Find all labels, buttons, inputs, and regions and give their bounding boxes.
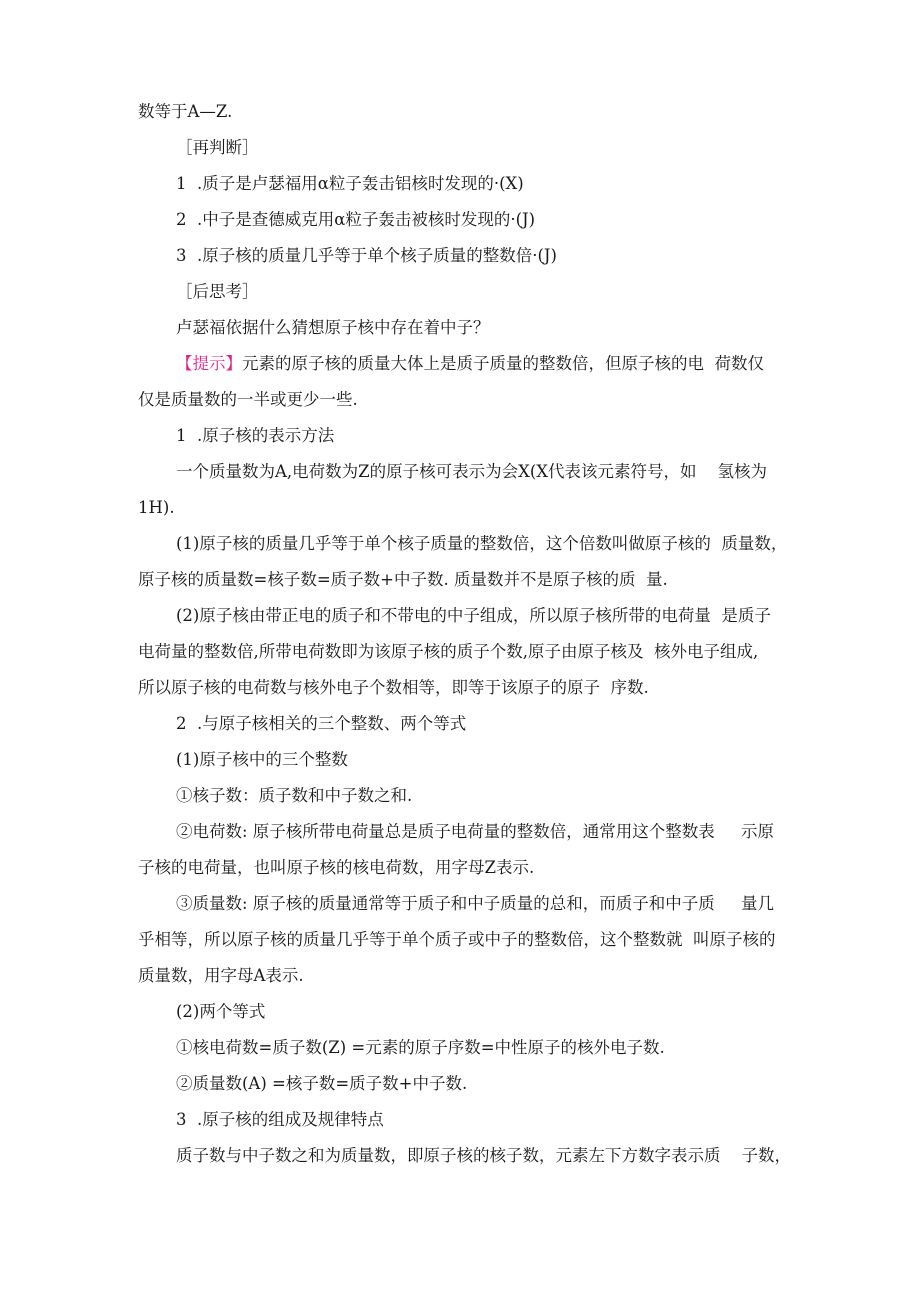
subheading-2: 2 .与原子核相关的三个整数、两个等式 (176, 714, 467, 733)
text-line: 质子数与中子数之和为质量数，即原子核的核子数，元素左下方数字表示质 子数， (176, 1146, 791, 1165)
section-heading-think: ［后思考］ (176, 282, 259, 301)
text-line: 仅是质量数的一半或更少一些. (138, 390, 358, 409)
text-line: ①核电荷数=质子数(Z) =元素的原子序数=中性原子的核外电子数. (176, 1038, 665, 1057)
text-line: ②质量数(A) =核子数=质子数+中子数. (176, 1074, 468, 1093)
text-line: (1)原子核的质量几乎等于单个核子质量的整数倍，这个倍数叫做原子核的 质量数， (176, 534, 788, 553)
subheading-1: 1 .原子核的表示方法 (176, 426, 335, 445)
text-line: 原子核的质量数=核子数=质子数+中子数. 质量数并不是原子核的质 量. (138, 570, 668, 589)
text-line: 质量数，用字母A表示. (138, 966, 304, 985)
text-line: ③质量数: 原子核的质量通常等于质子和中子质量的总和，而质子和中子质 量几 (176, 894, 775, 913)
judgement-item-3: 3 .原子核的质量几乎等于单个核子质量的整数倍·(J) (176, 246, 557, 265)
text-line: 1H). (138, 498, 175, 517)
text-line: (1)原子核中的三个整数 (176, 750, 348, 769)
text-line: 一个质量数为A,电荷数为Z的原子核可表示为会X(X代表该元素符号，如 氢核为 (176, 462, 768, 481)
text-line: 子核的电荷量，也叫原子核的核电荷数，用字母Z表示. (138, 858, 535, 877)
section-heading-rejudge: ［再判断］ (176, 138, 259, 157)
text-line: ①核子数：质子数和中子数之和. (176, 786, 413, 805)
subheading-3: 3 .原子核的组成及规律特点 (176, 1110, 384, 1129)
text-line: 数等于A—Z. (138, 102, 233, 121)
text-line: (2)原子核由带正电的质子和不带电的中子组成，所以原子核所带的电荷量 是质子 (176, 606, 771, 625)
judgement-item-2: 2 .中子是查德威克用α粒子轰击被核时发现的·(J) (176, 210, 536, 229)
judgement-item-1: 1 .质子是卢瑟福用α粒子轰击铝核时发现的·(X) (176, 174, 524, 193)
text-line: 所以原子核的电荷数与核外电子个数相等，即等于该原子的原子 序数. (138, 678, 649, 697)
text-line: (2)两个等式 (176, 1002, 266, 1021)
hint-label: 【提示】 (176, 354, 242, 373)
question-line: 卢瑟福依据什么猜想原子核中存在着中子？ (176, 318, 490, 337)
text-line: 乎相等，所以原子核的质量几乎等于单个质子或中子的整数倍，这个整数就 叫原子核的 (138, 930, 776, 949)
text-line: 电荷量的整数倍,所带电荷数即为该原子核的质子个数,原子由原子核及 核外电子组成, (138, 642, 759, 661)
hint-line (176, 354, 764, 374)
text-line: ②电荷数: 原子核所带电荷量总是质子电荷量的整数倍，通常用这个整数表 示原 (176, 822, 775, 841)
hint-text: 元素的原子核的质量大体上是质子质量的整数倍，但原子核的电 荷数仅 (242, 354, 764, 373)
